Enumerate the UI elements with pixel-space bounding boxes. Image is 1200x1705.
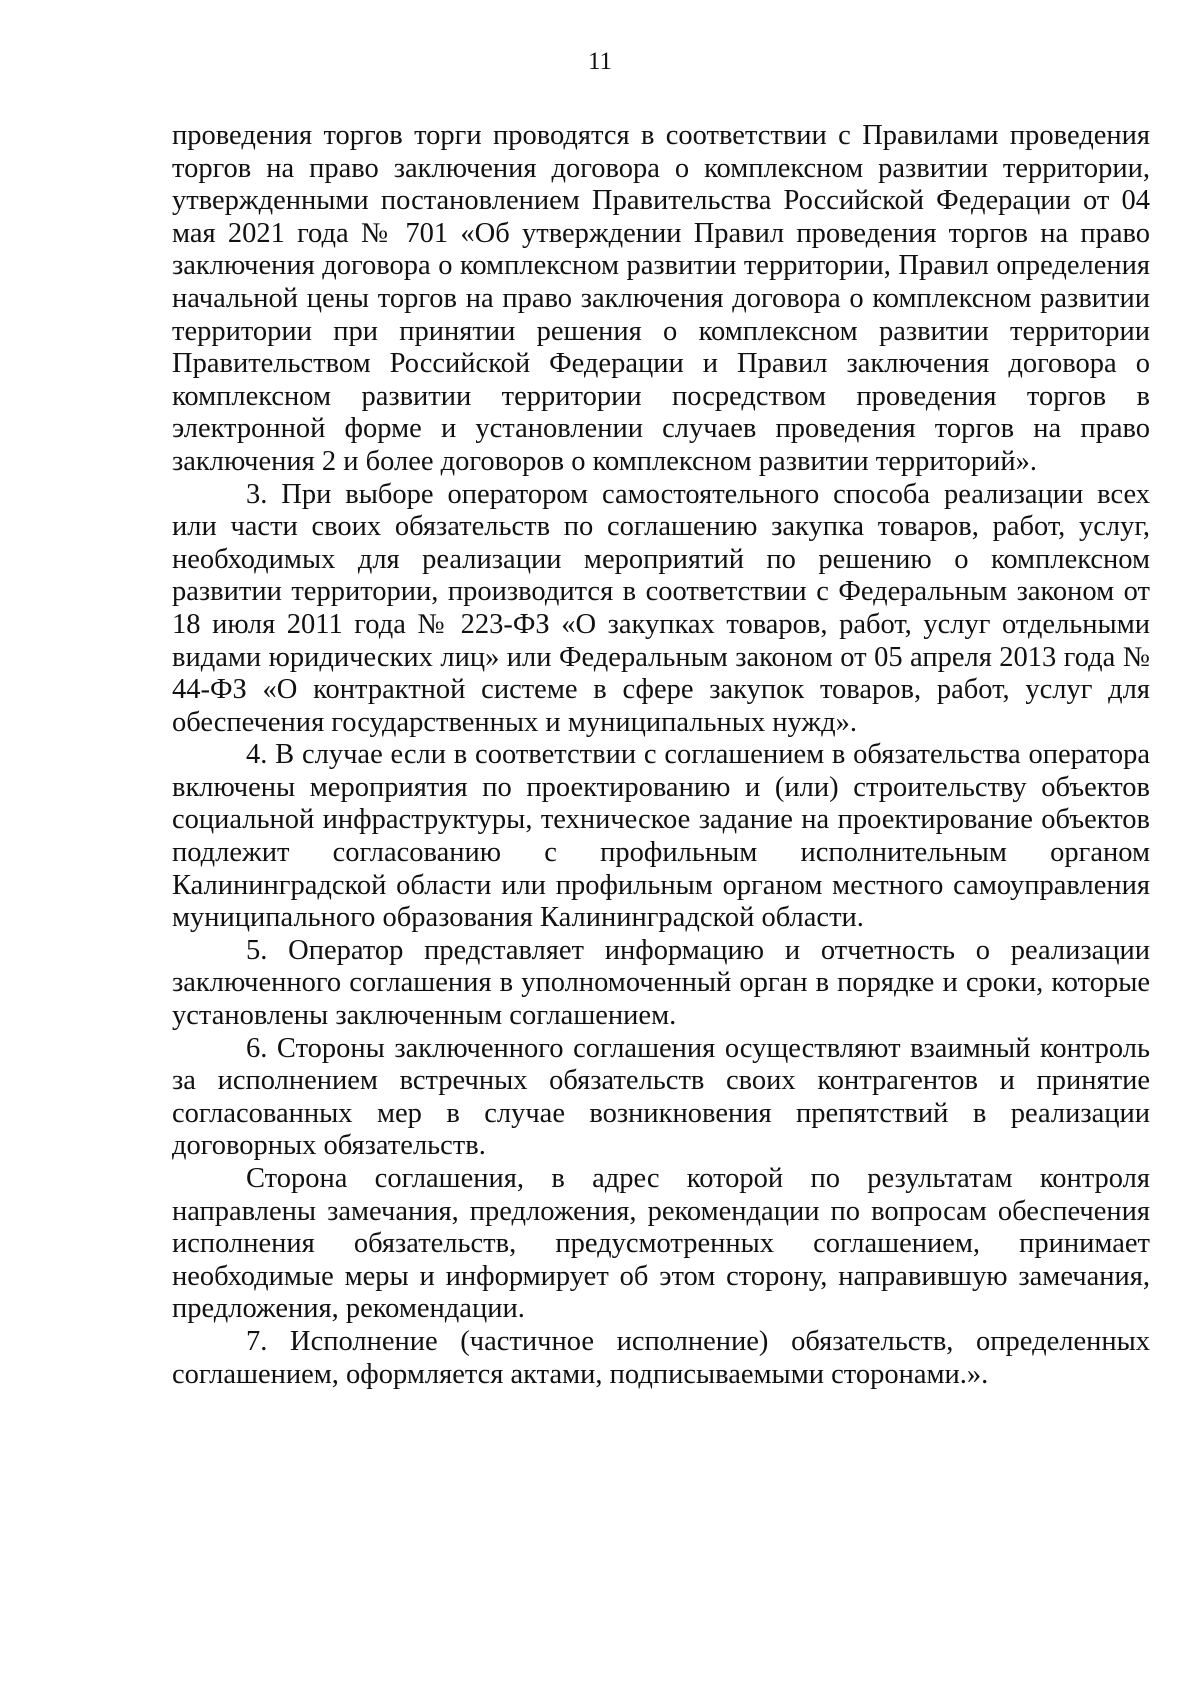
paragraph-continuation: проведения торгов торги проводятся в соответствии с Правилами проведения торгов на право заключения договора о комплексном развитии территории, утвержденными постановлением Правительства Российской Федерации от 04 мая 2021 года № 701 «Об утверждении Правил проведения торгов на право заключения договора о комплексном развитии территории, Правил определения начальной цены торгов на право заключения договора о комплексном развитии территории при принятии решения о комплексном развитии территории Правительством Российской Федерации и Правил заключения договора о комплексном развитии территории посредством проведения торгов в электронной форме и установлении случаев проведения торгов на право заключения 2 и более договоров о комплексном развитии территорий». — [172, 120, 1150, 477]
paragraph-item-6: 6. Стороны заключенного соглашения осуществляют взаимный контроль за исполнением встречных обязательств своих контрагентов и принятие согласованных мер в случае возникновения препятствий в реализации договорных обязательств. — [172, 1032, 1150, 1162]
paragraph-item-6-continued: Сторона соглашения, в адрес которой по результатам контроля направлены замечания, предложения, рекомендации по вопросам обеспечения исполнения обязательств, предусмотренных соглашением, принимает необходимые меры и информирует об этом сторону, направившую замечания, предложения, рекомендации. — [172, 1163, 1150, 1325]
page-number: 11 — [587, 48, 613, 75]
paragraph-item-3: 3. При выборе оператором самостоятельного способа реализации всех или части своих обязательств по соглашению закупка товаров, работ, услуг, необходимых для реализации мероприятий по решению о комплексном развитии территории, производится в соответствии с Федеральным законом от 18 июля 2011 года № 223-ФЗ «О закупках товаров, работ, услуг отдельными видами юридических лиц» или Федеральным законом от 05 апреля 2013 года № 44-ФЗ «О контрактной системе в сфере закупок товаров, работ, услуг для обеспечения государственных и муниципальных нужд». — [172, 478, 1150, 738]
document-body — [172, 120, 1150, 1391]
paragraph-item-4: 4. В случае если в соответствии с соглашением в обязательства оператора включены мероприятия по проектированию и (или) строительству объектов социальной инфраструктуры, техническое задание на проектирование объектов подлежит согласованию с профильным исполнительным органом Калининградской области или профильным органом местного самоуправления муниципального образования Калининградской области. — [172, 739, 1150, 934]
paragraph-item-5: 5. Оператор представляет информацию и отчетность о реализации заключенного соглашения в уполномоченный орган в порядке и сроки, которые установлены заключенным соглашением. — [172, 934, 1150, 1032]
paragraph-item-7: 7. Исполнение (частичное исполнение) обязательств, определенных соглашением, оформляется актами, подписываемыми сторонами.». — [172, 1325, 1150, 1390]
